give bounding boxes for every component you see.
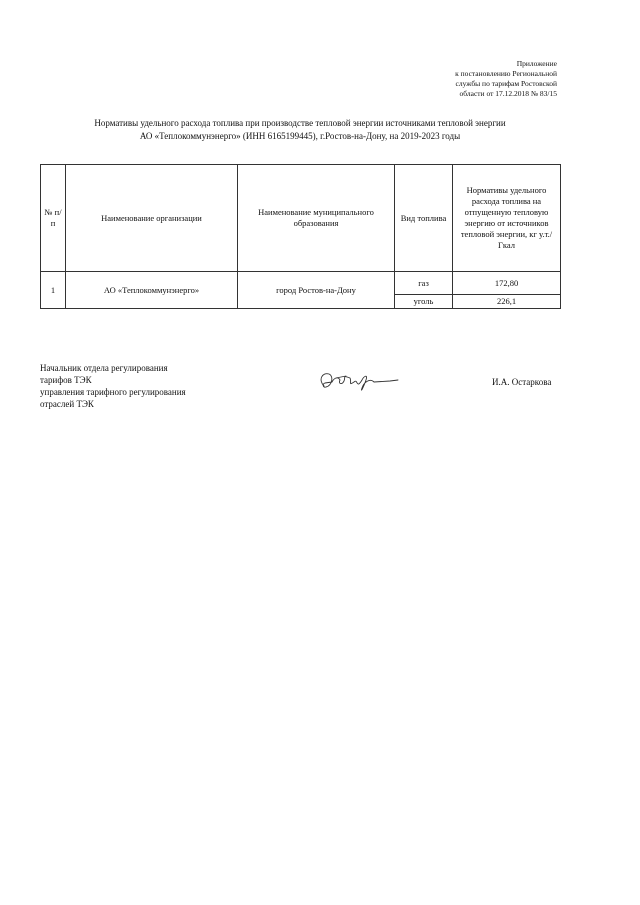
- title-line-1: Нормативы удельного расхода топлива при производстве тепловой энергии источниками тепловой энергии: [94, 118, 506, 128]
- appendix-line: Приложение: [516, 59, 557, 68]
- table-row: [41, 272, 561, 295]
- cell-num: 1: [41, 272, 66, 309]
- position-line: отраслей ТЭК: [40, 399, 94, 409]
- header-fuel: Вид топлива: [395, 165, 453, 272]
- position-line: управления тарифного регулирования: [40, 387, 186, 397]
- norms-table: [40, 164, 561, 309]
- position-line: тарифов ТЭК: [40, 375, 92, 385]
- handwritten-signature: [316, 366, 406, 396]
- header-norm: Нормативы удельного расхода топлива на отпущенную тепловую энергию от источников тепловой энергии, кг у.т./Гкал: [453, 165, 561, 272]
- header-num: № п/п: [41, 165, 66, 272]
- appendix-line: к постановлению Региональной: [455, 69, 557, 78]
- cell-fuel: газ: [395, 272, 453, 295]
- cell-org: АО «Теплокоммунэнерго»: [66, 272, 238, 309]
- cell-municipality: город Ростов-на-Дону: [238, 272, 395, 309]
- appendix-line: службы по тарифам Ростовской: [455, 79, 557, 88]
- header-org: Наименование организации: [66, 165, 238, 272]
- document-title: [40, 117, 560, 143]
- signer-name: И.А. Остаркова: [492, 377, 552, 387]
- cell-fuel: уголь: [395, 295, 453, 309]
- appendix-line: области от 17.12.2018 № 83/15: [459, 89, 557, 98]
- cell-norm: 172,80: [453, 272, 561, 295]
- signer-position: [40, 362, 186, 410]
- position-line: Начальник отдела регулирования: [40, 363, 168, 373]
- header-municipality: Наименование муниципального образования: [238, 165, 395, 272]
- cell-norm: 226,1: [453, 295, 561, 309]
- table-header-row: [41, 165, 561, 272]
- title-line-2: АО «Теплокоммунэнерго» (ИНН 6165199445), г.Ростов-на-Дону, на 2019-2023 годы: [139, 131, 461, 141]
- appendix-note: [387, 59, 557, 99]
